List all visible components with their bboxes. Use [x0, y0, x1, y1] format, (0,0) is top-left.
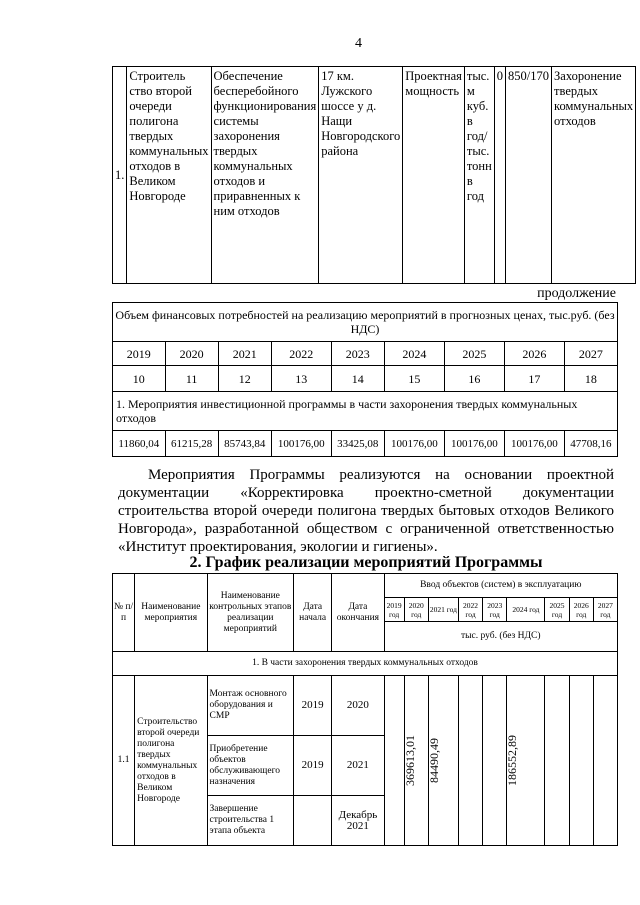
year-cell: 2023	[331, 342, 384, 366]
financial-table	[112, 302, 618, 457]
continuation-label: продолжение	[537, 286, 616, 301]
unit-cell: тыс. м куб. в год/тыс. тонн в год	[464, 67, 494, 284]
year-cell: 2022	[271, 342, 331, 366]
project-table	[112, 66, 636, 284]
stage-end: Декабрь 2021	[332, 796, 384, 846]
amount-cell: 61215,28	[165, 431, 218, 457]
amount-2021	[428, 676, 458, 846]
year-header: 2019 год	[384, 598, 404, 622]
amount-2024	[507, 676, 545, 846]
column-number: 13	[271, 366, 331, 392]
amount-2022	[458, 676, 482, 846]
table-row	[113, 676, 618, 736]
year-header: 2027 год	[593, 598, 617, 622]
column-number: 16	[444, 366, 504, 392]
column-number: 11	[165, 366, 218, 392]
purpose-cell: Обеспечение бесперебойного функционирования системы захоронения твердых коммунальных отходов и приравненных к ним отходов	[211, 67, 319, 284]
column-number: 15	[384, 366, 444, 392]
row-number: 1.	[113, 67, 127, 284]
column-number: 17	[504, 366, 564, 392]
table-row	[113, 392, 618, 431]
table-row	[113, 67, 636, 284]
stage-start: 2019	[294, 676, 332, 736]
amount-cell: 47708,16	[564, 431, 617, 457]
amount-2027	[593, 676, 617, 846]
year-cell: 2019	[113, 342, 166, 366]
stage-name: Завершение строительства 1 этапа объекта	[207, 796, 294, 846]
schedule-table	[112, 573, 618, 846]
year-header: 2022 год	[458, 598, 482, 622]
year-cell: 2020	[165, 342, 218, 366]
section-title: 2. График реализации мероприятий Программы	[189, 554, 543, 571]
before-value-cell: 0	[494, 67, 505, 284]
location-cell: 17 км. Лужского шоссе у д. Нащи Новгородского района	[319, 67, 403, 284]
table-row	[113, 431, 618, 457]
stage-name: Монтаж основного оборудования и СМР	[207, 676, 294, 736]
column-number: 18	[564, 366, 617, 392]
year-header: 2021 год	[428, 598, 458, 622]
year-header: 2024 год	[507, 598, 545, 622]
amount-cell: 100176,00	[384, 431, 444, 457]
year-header: 2025 год	[545, 598, 569, 622]
year-cell: 2025	[444, 342, 504, 366]
section-row: 1. Мероприятия инвестиционной программы в части захоронения твердых коммунальных отходов	[113, 392, 618, 431]
stage-name: Приобретение объектов обслуживающего назначения	[207, 736, 294, 796]
year-header: 2026 год	[569, 598, 593, 622]
amount-cell: 100176,00	[504, 431, 564, 457]
amount-2019	[384, 676, 404, 846]
effect-cell: Захоронение твердых коммунальных отходов	[552, 67, 636, 284]
stage-start	[294, 796, 332, 846]
amount-2026	[569, 676, 593, 846]
amount-cell: 11860,04	[113, 431, 166, 457]
amount-2023	[483, 676, 507, 846]
amount-cell: 33425,08	[331, 431, 384, 457]
measure-name: Строительство второй очереди полигона твердых коммунальных отходов в Великом Новгороде	[135, 676, 207, 846]
amount-cell: 100176,00	[271, 431, 331, 457]
project-name-cell: Строитель ство второй очереди полигона твердых коммунальных отходов в Великом Новгороде	[127, 67, 211, 284]
amount-cell: 85743,84	[218, 431, 271, 457]
column-number: 10	[113, 366, 166, 392]
header-name: Наименование мероприятия	[135, 574, 207, 652]
table-row	[113, 303, 618, 342]
indicator-cell: Проектная мощность	[403, 67, 465, 284]
year-cell: 2024	[384, 342, 444, 366]
column-number: 12	[218, 366, 271, 392]
table-row	[113, 342, 618, 366]
year-cell: 2027	[564, 342, 617, 366]
stage-start: 2019	[294, 736, 332, 796]
amount-value: 369613,01	[402, 735, 417, 786]
header-start: Дата начала	[294, 574, 332, 652]
table-row	[113, 574, 618, 598]
units-cell: тыс. руб. (без НДС)	[384, 622, 617, 652]
section-row: 1. В части захоронения твердых коммунальных отходов	[113, 652, 618, 676]
amount-cell: 100176,00	[444, 431, 504, 457]
page-number: 4	[355, 36, 362, 51]
column-number: 14	[331, 366, 384, 392]
stage-end: 2021	[332, 736, 384, 796]
row-number: 1.1	[113, 676, 135, 846]
header-stages: Наименование контрольных этапов реализации мероприятий	[207, 574, 294, 652]
after-value-cell: 850/170	[506, 67, 552, 284]
year-cell: 2021	[218, 342, 271, 366]
stage-end: 2020	[332, 676, 384, 736]
amount-value: 84490,49	[426, 738, 441, 783]
table-row	[113, 366, 618, 392]
header-number: № п/п	[113, 574, 135, 652]
year-cell: 2026	[504, 342, 564, 366]
year-header: 2020 год	[404, 598, 428, 622]
amount-2025	[545, 676, 569, 846]
year-header: 2023 год	[483, 598, 507, 622]
body-paragraph: Мероприятия Программы реализуются на основании проектной документации «Корректировка проектно-сметной документации строительства второй очереди полигона твердых бытовых отходов Великого Новгорода», разработанной обществом с ограниченной ответственностью «Институт проектирования, экологии и гигиены».	[118, 467, 614, 555]
header-commissioning: Ввод объектов (систем) в эксплуатацию	[384, 574, 617, 598]
amount-value: 186552,89	[505, 735, 520, 786]
table-row	[113, 652, 618, 676]
financial-header: Объем финансовых потребностей на реализацию мероприятий в прогнозных ценах, тыс.руб. (без НДС)	[113, 303, 618, 342]
amount-2020	[404, 676, 428, 846]
header-end: Дата окончания	[332, 574, 384, 652]
